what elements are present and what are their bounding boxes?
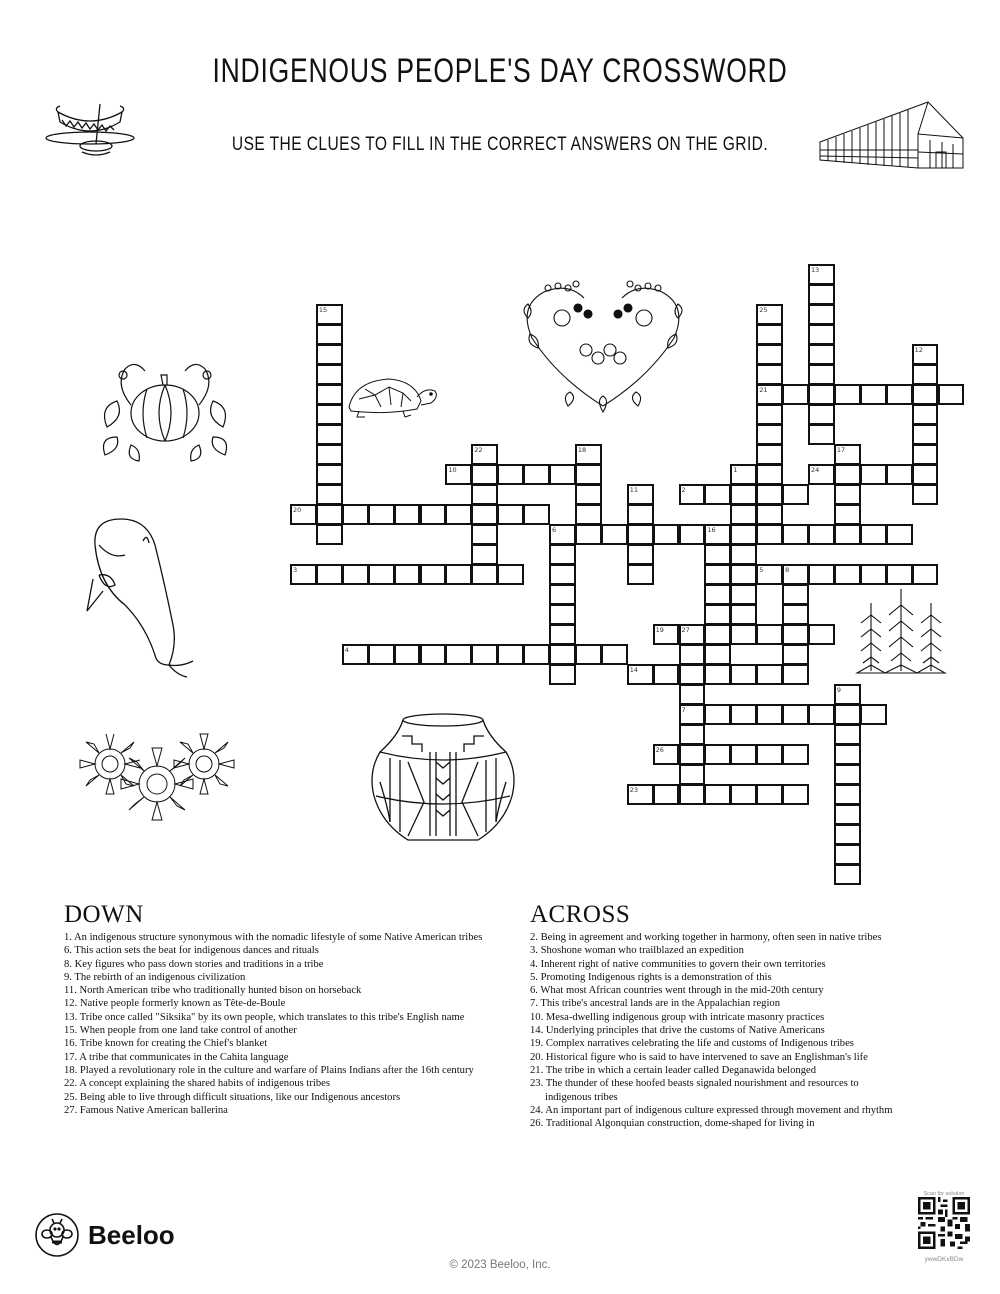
grid-cell[interactable]	[471, 544, 498, 565]
grid-cell[interactable]	[679, 484, 706, 505]
grid-cell[interactable]	[316, 504, 343, 525]
grid-cell[interactable]	[575, 464, 602, 485]
grid-cell[interactable]	[316, 564, 343, 585]
grid-cell[interactable]	[834, 764, 861, 785]
grid-cell[interactable]	[394, 644, 421, 665]
grid-cell[interactable]	[808, 524, 835, 545]
grid-cell[interactable]	[730, 744, 757, 765]
grid-cell[interactable]	[834, 864, 861, 885]
grid-cell[interactable]	[394, 564, 421, 585]
grid-cell[interactable]	[912, 464, 939, 485]
clue-number: 26	[655, 746, 664, 754]
clue-number: 24	[811, 466, 820, 474]
grid-cell[interactable]	[575, 524, 602, 545]
across-clue: 7. This tribe's ancestral lands are in the Appalachian region	[530, 998, 780, 1010]
grid-cell[interactable]	[730, 584, 757, 605]
across-clue: 21. The tribe in which a certain leader called Deganawida belonged	[530, 1064, 817, 1076]
grid-cell[interactable]	[420, 564, 447, 585]
grid-cell[interactable]	[782, 484, 809, 505]
grid-cell[interactable]	[679, 684, 706, 705]
grid-cell[interactable]	[730, 784, 757, 805]
grid-cell[interactable]	[834, 384, 861, 405]
grid-cell[interactable]	[653, 664, 680, 685]
grid-cell[interactable]	[549, 584, 576, 605]
grid-cell[interactable]	[368, 564, 395, 585]
clue-number: 15	[318, 306, 328, 314]
grid-cell[interactable]	[730, 624, 757, 645]
down-clue: 11. North American tribe who traditionally hunted bison on horseback	[64, 985, 362, 997]
grid-cell[interactable]	[316, 304, 343, 325]
grid-cell[interactable]	[834, 724, 861, 745]
grid-cell[interactable]	[808, 404, 835, 425]
grid-cell[interactable]	[938, 384, 965, 405]
grid-cell[interactable]	[497, 564, 524, 585]
clue-number: 22	[474, 446, 483, 454]
down-clue: 12. Native people formerly known as Tête-de-Boule	[64, 998, 286, 1010]
grid-cell[interactable]	[653, 744, 680, 765]
grid-cell[interactable]	[704, 704, 731, 725]
down-clue: 9. The rebirth of an indigenous civilization	[64, 971, 246, 983]
across-clue: 14. Underlying principles that drive the customs of Native Americans	[530, 1025, 825, 1037]
grid-cell[interactable]	[627, 784, 654, 805]
grid-cell[interactable]	[575, 484, 602, 505]
grid-cell[interactable]	[471, 484, 498, 505]
grid-cell[interactable]	[782, 624, 809, 645]
clue-number: 17	[836, 446, 846, 454]
across-clue: 23. The thunder of these hoofed beasts signaled nourishment and resources to indigenous tribes	[530, 1078, 859, 1103]
instructions: USE THE CLUES TO FILL IN THE CORRECT ANSWERS ON THE GRID.	[231, 134, 769, 155]
grid-cell[interactable]	[834, 684, 861, 705]
across-heading: ACROSS	[530, 901, 631, 928]
grid-cell[interactable]	[860, 704, 887, 725]
across-clue: 2. Being in agreement and working together in harmony, often seen in native tribes	[530, 932, 882, 943]
grid-cell[interactable]	[730, 704, 757, 725]
grid-cell[interactable]	[704, 624, 731, 645]
grid-cell[interactable]	[627, 664, 654, 685]
down-clue: 27. Famous Native American ballerina	[64, 1104, 228, 1116]
grid-cell[interactable]	[756, 664, 783, 685]
grid-cell[interactable]	[704, 644, 731, 665]
across-clue: 20. Historical figure who is said to have intervened to save an Englishman's life	[530, 1051, 868, 1063]
grid-cell[interactable]	[730, 564, 757, 585]
grid-cell[interactable]	[808, 384, 835, 405]
grid-cell[interactable]	[704, 584, 731, 605]
down-clue: 15. When people from one land take control of another	[64, 1025, 297, 1037]
clue-number: 21	[759, 386, 768, 394]
clue-number: 8	[785, 566, 790, 574]
grid-cell[interactable]	[653, 524, 680, 545]
grid-cell[interactable]	[704, 664, 731, 685]
grid-cell[interactable]	[523, 464, 550, 485]
grid-cell[interactable]	[808, 344, 835, 365]
clue-number: 12	[914, 346, 923, 354]
clue-number: 6	[552, 526, 557, 534]
grid-cell[interactable]	[756, 564, 783, 585]
grid-cell[interactable]	[679, 624, 706, 645]
grid-cell[interactable]	[679, 644, 706, 665]
down-clue: 17. A tribe that communicates in the Cahita language	[64, 1051, 289, 1063]
grid-cell[interactable]	[471, 564, 498, 585]
grid-cell[interactable]	[756, 344, 783, 365]
grid-cell[interactable]	[420, 644, 447, 665]
clue-number: 19	[655, 626, 664, 634]
clue-number: 18	[577, 446, 587, 454]
grid-cell[interactable]	[912, 424, 939, 445]
grid-cell[interactable]	[808, 304, 835, 325]
brand-name: Beeloo	[88, 1219, 175, 1250]
grid-cell[interactable]	[627, 524, 654, 545]
grid-cell[interactable]	[316, 444, 343, 465]
copyright-text: © 2023 Beeloo, Inc.	[449, 1259, 551, 1271]
grid-cell[interactable]	[549, 664, 576, 685]
down-clue: 16. Tribe known for creating the Chief's blanket	[64, 1038, 268, 1050]
clue-number: 16	[707, 526, 716, 534]
qr-code-text: ywwDKxBDw	[924, 1256, 964, 1263]
grid-cell[interactable]	[471, 504, 498, 525]
grid-cell[interactable]	[549, 564, 576, 585]
grid-cell[interactable]	[316, 464, 343, 485]
grid-cell[interactable]	[549, 524, 576, 545]
grid-cell[interactable]	[756, 744, 783, 765]
across-clue: 19. Complex narratives celebrating the life and customs of Indigenous tribes	[530, 1038, 854, 1050]
grid-cell[interactable]	[730, 464, 757, 485]
grid-cell[interactable]	[601, 644, 628, 665]
grid-cell[interactable]	[782, 664, 809, 685]
grid-cell[interactable]	[445, 504, 472, 525]
grid-cell[interactable]	[782, 644, 809, 665]
grid-cell[interactable]	[834, 564, 861, 585]
grid-cell[interactable]	[704, 564, 731, 585]
grid-cell[interactable]	[679, 524, 706, 545]
grid-cell[interactable]	[471, 524, 498, 545]
grid-cell[interactable]	[782, 384, 809, 405]
grid-cell[interactable]	[912, 404, 939, 425]
down-clue: 1. An indigenous structure synonymous with the nomadic lifestyle of some Native American tribes	[64, 932, 483, 943]
grid-cell[interactable]	[704, 544, 731, 565]
down-clue: 6. This action sets the beat for indigenous dances and rituals	[64, 945, 319, 957]
grid-cell[interactable]	[756, 624, 783, 645]
grid-cell[interactable]	[808, 324, 835, 345]
down-clue: 13. Tribe once called "Siksika" by its own people, which translates to this tribe's English name	[64, 1011, 465, 1023]
grid-cell[interactable]	[808, 424, 835, 445]
grid-cell[interactable]	[912, 344, 939, 365]
grid-cell[interactable]	[756, 464, 783, 485]
down-clues-section	[64, 902, 484, 1117]
clue-number: 2	[681, 486, 686, 494]
grid-cell[interactable]	[756, 324, 783, 345]
grid-cell[interactable]	[445, 464, 472, 485]
grid-cell[interactable]	[679, 664, 706, 685]
grid-cell[interactable]	[679, 764, 706, 785]
grid-cell[interactable]	[627, 544, 654, 565]
grid-cell[interactable]	[834, 844, 861, 865]
grid-cell[interactable]	[756, 784, 783, 805]
grid-cell[interactable]	[860, 464, 887, 485]
grid-cell[interactable]	[782, 584, 809, 605]
page-title: INDIGENOUS PEOPLE'S DAY CROSSWORD	[212, 52, 788, 90]
grid-cell[interactable]	[756, 484, 783, 505]
bee-mascot-icon	[34, 1212, 80, 1258]
across-clue: 5. Promoting Indigenous rights is a demonstration of this	[530, 971, 772, 983]
grid-cell[interactable]	[886, 564, 913, 585]
grid-cell[interactable]	[808, 264, 835, 285]
grid-cell[interactable]	[912, 484, 939, 505]
across-clue: 3. Shoshone woman who trailblazed an expedition	[530, 945, 744, 957]
solution-qr[interactable]	[912, 1191, 976, 1263]
across-clue: 4. Inherent right of native communities to govern their own territories	[530, 958, 826, 970]
grid-cell[interactable]	[523, 504, 550, 525]
grid-cell[interactable]	[886, 384, 913, 405]
grid-cell[interactable]	[808, 284, 835, 305]
beeloo-logo	[34, 1212, 175, 1258]
down-clue: 8. Key figures who pass down stories and traditions in a tribe	[64, 958, 324, 970]
grid-cell[interactable]	[912, 444, 939, 465]
grid-cell[interactable]	[834, 464, 861, 485]
clue-number: 1	[733, 466, 738, 474]
grid-cell[interactable]	[886, 524, 913, 545]
grid-cell[interactable]	[575, 644, 602, 665]
grid-cell[interactable]	[316, 404, 343, 425]
clue-number: 9	[836, 686, 842, 694]
clue-number: 14	[629, 666, 638, 674]
grid-cell[interactable]	[679, 724, 706, 745]
clue-number: 4	[344, 646, 349, 654]
grid-cell[interactable]	[834, 504, 861, 525]
grid-cell[interactable]	[445, 564, 472, 585]
grid-cell[interactable]	[290, 564, 317, 585]
grid-cell[interactable]	[756, 384, 783, 405]
grid-cell[interactable]	[730, 544, 757, 565]
grid-cell[interactable]	[549, 464, 576, 485]
grid-cell[interactable]	[653, 624, 680, 645]
down-heading: DOWN	[64, 901, 144, 928]
grid-cell[interactable]	[756, 504, 783, 525]
grid-cell[interactable]	[601, 524, 628, 545]
grid-cell[interactable]	[316, 324, 343, 345]
grid-cell[interactable]	[316, 424, 343, 445]
grid-cell[interactable]	[834, 824, 861, 845]
grid-cell[interactable]	[756, 364, 783, 385]
across-clue: 26. Traditional Algonquian construction, dome-shaped for living in	[530, 1118, 815, 1130]
grid-cell[interactable]	[471, 644, 498, 665]
grid-cell[interactable]	[808, 704, 835, 725]
grid-cell[interactable]	[834, 524, 861, 545]
grid-cell[interactable]	[834, 704, 861, 725]
grid-cell[interactable]	[653, 784, 680, 805]
grid-cell[interactable]	[290, 504, 317, 525]
across-clue: 24. An important part of indigenous culture expressed through movement and rhythm	[530, 1104, 893, 1116]
grid-cell[interactable]	[834, 804, 861, 825]
grid-cell[interactable]	[316, 364, 343, 385]
down-clue: 25. Being able to live through difficult situations, like our Indigenous ancestors	[64, 1091, 401, 1103]
clue-number: 13	[811, 266, 820, 274]
grid-cell[interactable]	[549, 544, 576, 565]
grid-cell[interactable]	[756, 424, 783, 445]
grid-cell[interactable]	[756, 404, 783, 425]
down-clue: 22. A concept explaining the shared habits of indigenous tribes	[64, 1078, 330, 1090]
grid-cell[interactable]	[368, 644, 395, 665]
grid-cell[interactable]	[342, 564, 369, 585]
grid-cell[interactable]	[497, 464, 524, 485]
grid-cell[interactable]	[834, 744, 861, 765]
grid-cell[interactable]	[782, 564, 809, 585]
grid-cell[interactable]	[627, 484, 654, 505]
clue-number: 11	[629, 486, 638, 494]
grid-cell[interactable]	[445, 644, 472, 665]
grid-cell[interactable]	[782, 524, 809, 545]
grid-cell[interactable]	[575, 444, 602, 465]
grid-cell[interactable]	[730, 664, 757, 685]
grid-cell[interactable]	[808, 464, 835, 485]
grid-cell[interactable]	[549, 604, 576, 625]
clue-number: 20	[293, 506, 302, 514]
grid-cell[interactable]	[860, 384, 887, 405]
grid-cell[interactable]	[316, 524, 343, 545]
grid-cell[interactable]	[756, 304, 783, 325]
grid-cell[interactable]	[679, 744, 706, 765]
grid-cell[interactable]	[860, 564, 887, 585]
grid-cell[interactable]	[368, 504, 395, 525]
grid-cell[interactable]	[549, 644, 576, 665]
grid-cell[interactable]	[316, 484, 343, 505]
clue-number: 10	[448, 466, 457, 474]
across-clue: 10. Mesa-dwelling indigenous group with intricate masonry practices	[530, 1011, 825, 1023]
grid-cell[interactable]	[342, 504, 369, 525]
grid-cell[interactable]	[704, 524, 731, 545]
grid-cell[interactable]	[523, 644, 550, 665]
grid-cell[interactable]	[704, 744, 731, 765]
grid-cell[interactable]	[730, 524, 757, 545]
across-clues-section	[530, 902, 902, 1130]
grid-cell[interactable]	[627, 564, 654, 585]
grid-cell[interactable]	[471, 464, 498, 485]
grid-cell[interactable]	[912, 564, 939, 585]
grid-cell[interactable]	[316, 384, 343, 405]
clue-number: 23	[629, 786, 638, 794]
grid-cell[interactable]	[575, 504, 602, 525]
grid-cell[interactable]	[704, 484, 731, 505]
grid-cell[interactable]	[549, 624, 576, 645]
qr-code-icon[interactable]	[918, 1197, 970, 1249]
grid-cell[interactable]	[497, 504, 524, 525]
grid-cell[interactable]	[756, 444, 783, 465]
grid-cell[interactable]	[834, 784, 861, 805]
grid-cell[interactable]	[730, 604, 757, 625]
clue-number: 27	[681, 626, 690, 634]
grid-cell[interactable]	[886, 464, 913, 485]
grid-cell[interactable]	[808, 564, 835, 585]
grid-cell[interactable]	[782, 704, 809, 725]
clue-number: 3	[293, 566, 298, 574]
grid-cell[interactable]	[679, 704, 706, 725]
grid-cell[interactable]	[756, 704, 783, 725]
grid-cell[interactable]	[808, 364, 835, 385]
grid-cell[interactable]	[860, 524, 887, 545]
grid-cell[interactable]	[782, 604, 809, 625]
grid-cell[interactable]	[834, 484, 861, 505]
grid-cell[interactable]	[497, 644, 524, 665]
grid-cell[interactable]	[730, 484, 757, 505]
across-clue: 6. What most African countries went through in the mid-20th century	[530, 985, 824, 997]
grid-cell[interactable]	[756, 524, 783, 545]
clue-number: 5	[759, 566, 764, 574]
grid-cell[interactable]	[834, 444, 861, 465]
down-clue: 18. Played a revolutionary role in the culture and warfare of Plains Indians after the 16th century	[64, 1064, 474, 1076]
grid-cell[interactable]	[342, 644, 369, 665]
grid-cell[interactable]	[782, 744, 809, 765]
grid-cell[interactable]	[316, 344, 343, 365]
grid-cell[interactable]	[394, 504, 421, 525]
grid-cell[interactable]	[420, 504, 447, 525]
grid-cell[interactable]	[704, 784, 731, 805]
grid-cell[interactable]	[704, 604, 731, 625]
grid-cell[interactable]	[627, 504, 654, 525]
clue-number: 7	[681, 706, 686, 714]
clue-number: 25	[759, 306, 768, 314]
grid-cell[interactable]	[782, 784, 809, 805]
grid-cell[interactable]	[912, 384, 939, 405]
grid-cell[interactable]	[730, 504, 757, 525]
grid-cell[interactable]	[471, 444, 498, 465]
grid-cell[interactable]	[912, 364, 939, 385]
qr-caption: Scan for solution	[923, 1191, 965, 1197]
grid-cell[interactable]	[679, 784, 706, 805]
grid-cell[interactable]	[808, 624, 835, 645]
